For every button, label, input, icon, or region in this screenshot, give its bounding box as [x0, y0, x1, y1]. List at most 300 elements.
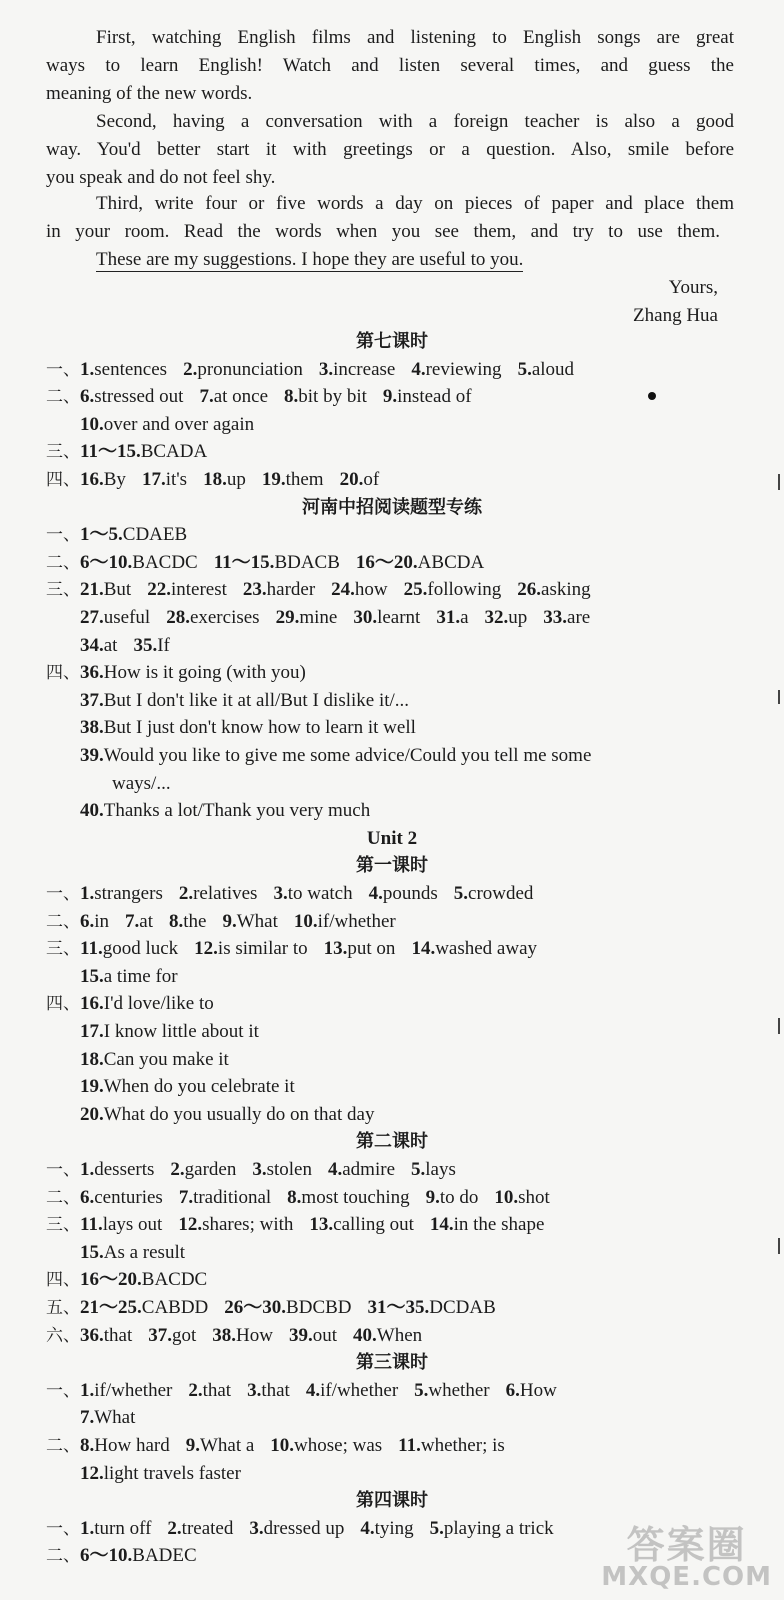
question-number: 10.	[293, 910, 318, 932]
answer-text: dressed up	[263, 1517, 345, 1539]
question-number: 28.	[166, 607, 190, 628]
answer-text: whether	[428, 1379, 490, 1401]
section-number: 四、	[46, 663, 80, 684]
answer-text: mine	[299, 607, 338, 628]
answer-text: light travels faster	[103, 1462, 241, 1484]
question-number: 2.	[178, 883, 194, 904]
question-number: 30.	[353, 607, 378, 628]
answer-item	[340, 469, 380, 490]
answer-item	[80, 883, 163, 904]
answer-text: if/whether	[320, 1379, 399, 1401]
answer-text: at once	[213, 386, 269, 408]
section-heading: 第三课时	[356, 1352, 428, 1374]
question-number: 9.	[425, 1186, 440, 1208]
answer-text: sentences	[94, 358, 168, 380]
question-number: 13.	[323, 938, 348, 960]
answer-text: whose; was	[294, 1435, 383, 1456]
answer-text: How hard	[94, 1435, 170, 1456]
answer-text: a time for	[103, 965, 178, 987]
answer-text: Would you like to give me some advice/Could you tell me some	[103, 745, 592, 766]
question-number: 36.	[80, 662, 104, 684]
question-number: 7.	[80, 1407, 95, 1429]
answer-item	[125, 911, 153, 932]
section-number: 一、	[46, 1160, 80, 1180]
question-number: 26.	[517, 579, 542, 601]
answer-item	[506, 1380, 557, 1401]
answer-text: But	[103, 579, 132, 601]
answer-row	[80, 1406, 151, 1430]
answer-item	[80, 1076, 295, 1097]
answer-text: What do you usually do on that day	[103, 1103, 375, 1125]
question-number: 38.	[212, 1324, 237, 1346]
answer-row	[46, 1213, 560, 1237]
answer-text: How	[519, 1379, 557, 1401]
answer-item	[247, 1380, 290, 1401]
question-number: 9.	[382, 386, 398, 408]
answer-text: in	[94, 910, 110, 932]
unit-heading: Unit 2	[366, 827, 418, 849]
answer-item	[324, 938, 396, 959]
question-number: 5.	[429, 1517, 444, 1539]
question-number: 1.	[80, 358, 95, 380]
answer-item	[404, 579, 502, 600]
question-number: 17.	[80, 1021, 104, 1042]
question-number: 7.	[178, 1186, 194, 1208]
question-number: 9.	[185, 1435, 200, 1456]
question-number: 11～15.	[80, 441, 141, 463]
question-number: 13.	[309, 1214, 334, 1236]
question-number: 3.	[249, 1517, 264, 1539]
answer-item	[287, 1187, 409, 1208]
answer-text: BACDC	[132, 551, 198, 573]
answer-item	[169, 911, 206, 932]
answer-text: to do	[439, 1186, 479, 1208]
answer-text: pounds	[382, 883, 438, 904]
answer-text: that	[261, 1379, 290, 1401]
answer-item	[485, 607, 528, 628]
answer-text: By	[103, 469, 126, 490]
answer-item	[356, 552, 484, 573]
answer-text: at	[139, 910, 153, 932]
section-number: 三、	[46, 580, 80, 601]
answer-item	[80, 386, 183, 407]
question-number: 14.	[429, 1214, 454, 1236]
question-number: 1.	[80, 1379, 95, 1401]
answer-text: How is it going (with you)	[103, 662, 306, 684]
letter-line: Third, write four or five words a day on pieces of paper and place them	[96, 193, 734, 214]
question-number: 15.	[80, 965, 104, 987]
answer-text: BACDC	[141, 1269, 208, 1291]
letter-line: way. You'd better start it with greetings or a question. Also, smile before	[46, 139, 734, 160]
section-number: 四、	[46, 994, 80, 1015]
answer-text: at	[103, 634, 118, 656]
answer-text: CABDD	[141, 1297, 209, 1318]
answer-text: pronunciation	[197, 358, 303, 380]
answer-item	[170, 1159, 236, 1180]
question-number: 4.	[360, 1517, 375, 1539]
question-number: 3.	[252, 1159, 267, 1180]
answer-item	[194, 938, 307, 959]
answer-text: desserts	[94, 1159, 155, 1180]
question-number: 1～5.	[80, 524, 123, 546]
answer-item	[224, 1297, 351, 1318]
answer-text: What	[94, 1407, 136, 1429]
ink-dot	[648, 392, 656, 400]
answer-item	[80, 911, 109, 932]
question-number: 29.	[275, 607, 300, 628]
answer-item	[186, 1435, 255, 1456]
answer-text: asking	[541, 579, 591, 601]
section-number: 一、	[46, 359, 80, 380]
answer-item	[80, 441, 207, 462]
question-number: 7.	[125, 910, 140, 932]
answer-text: centuries	[94, 1186, 163, 1208]
answer-item	[80, 1518, 151, 1539]
section-number: 三、	[46, 1215, 80, 1236]
answer-item	[430, 1518, 554, 1539]
answer-text: ABCDA	[417, 551, 485, 573]
answer-item	[80, 552, 198, 573]
question-number: 35.	[133, 634, 158, 656]
answer-item	[80, 1297, 208, 1318]
answer-item	[398, 1435, 505, 1456]
question-number: 2.	[183, 358, 198, 380]
question-number: 32.	[484, 607, 509, 628]
answer-text: is similar to	[217, 938, 308, 960]
answer-text: the	[183, 910, 207, 932]
answer-item	[517, 579, 590, 600]
question-number: 2.	[167, 1517, 182, 1539]
answer-item	[80, 1104, 374, 1125]
answer-row	[80, 1241, 201, 1265]
answer-text: tying	[374, 1517, 414, 1539]
question-number: 1.	[80, 1517, 95, 1539]
question-number: 19.	[80, 1076, 104, 1098]
letter-signature: Zhang Hua	[633, 305, 718, 326]
answer-item	[353, 1325, 422, 1346]
letter-line: First, watching English films and listening to English songs are great	[96, 27, 734, 48]
answer-row	[80, 799, 386, 823]
answer-item	[148, 1325, 196, 1346]
question-number: 16.	[80, 469, 104, 490]
answer-item	[289, 1325, 337, 1346]
answer-text: learnt	[377, 607, 421, 628]
question-number: 8.	[80, 1435, 95, 1456]
answer-row	[80, 965, 194, 989]
answer-item	[80, 579, 131, 600]
question-number: 39.	[80, 745, 104, 766]
answer-text: I know little about it	[103, 1021, 259, 1042]
answer-item	[294, 911, 396, 932]
answer-item	[133, 635, 169, 656]
answer-row	[46, 937, 553, 961]
answer-row	[80, 1020, 275, 1044]
answer-text: stressed out	[94, 386, 184, 408]
answer-text: But I don't like it at all/But I dislike it/...	[103, 689, 410, 711]
section-number: 一、	[46, 884, 80, 904]
answer-item	[319, 359, 395, 380]
section-heading: 第二课时	[356, 1131, 428, 1153]
question-number: 15.	[80, 1241, 104, 1263]
question-number: 3.	[273, 883, 288, 904]
answer-text: are	[567, 607, 591, 628]
answer-row	[80, 1075, 311, 1099]
question-number: 37.	[80, 689, 104, 711]
answer-item	[80, 690, 409, 711]
question-number: 27.	[80, 607, 104, 628]
answer-text: following	[427, 579, 502, 601]
answer-item	[214, 552, 340, 573]
answer-item	[222, 911, 277, 932]
answer-item	[411, 1159, 456, 1180]
question-number: 40.	[80, 800, 104, 822]
answer-text: exercises	[189, 607, 260, 628]
answer-item	[80, 1463, 241, 1484]
answer-item	[178, 1214, 293, 1235]
section-number: 二、	[46, 1187, 80, 1208]
answer-row	[46, 1158, 472, 1182]
answer-item	[80, 414, 254, 435]
question-number: 18.	[203, 469, 227, 490]
answer-item	[80, 1545, 197, 1566]
answer-item	[80, 745, 591, 766]
question-number: 16～20.	[80, 1269, 142, 1291]
answer-item	[273, 883, 352, 904]
question-number: 4.	[305, 1379, 321, 1401]
answer-item	[80, 966, 178, 987]
question-number: 20.	[80, 1103, 104, 1125]
question-number: 2.	[188, 1379, 203, 1401]
answer-text: washed away	[435, 938, 538, 960]
answer-item	[199, 386, 268, 407]
answer-text: treated	[181, 1517, 234, 1539]
answer-item	[80, 1187, 163, 1208]
answer-row	[46, 910, 412, 934]
question-number: 9.	[222, 910, 237, 932]
answer-text: ways/...	[112, 772, 171, 794]
answer-item	[212, 1325, 273, 1346]
answer-item	[249, 1518, 344, 1539]
answer-row	[80, 1462, 257, 1486]
answer-item	[543, 607, 590, 628]
answer-row	[46, 992, 230, 1016]
question-number: 33.	[543, 607, 568, 628]
answer-row	[46, 551, 500, 575]
edge-mark	[778, 690, 780, 704]
section-number: 三、	[46, 442, 80, 463]
answer-item	[353, 607, 420, 628]
answer-item	[80, 938, 178, 959]
answer-row	[46, 1186, 566, 1210]
section-number: 二、	[46, 1546, 80, 1567]
answer-text: BCADA	[140, 441, 208, 463]
answer-text: crowded	[468, 883, 534, 904]
answer-item	[80, 1242, 185, 1263]
answer-row	[80, 744, 607, 768]
question-number: 26～30.	[224, 1297, 287, 1318]
answer-text: harder	[266, 579, 316, 601]
answer-text: I'd love/like to	[103, 993, 214, 1015]
answer-text: But I just don't know how to learn it well	[103, 717, 416, 739]
answer-item	[369, 883, 438, 904]
letter-line: Second, having a conversation with a foreign teacher is also a good	[96, 111, 734, 132]
answer-text: When do you celebrate it	[103, 1076, 295, 1098]
answer-item	[243, 579, 315, 600]
question-number: 4.	[328, 1159, 343, 1180]
answer-text: shares; with	[202, 1214, 294, 1236]
answer-item	[80, 469, 126, 490]
answer-item	[80, 635, 117, 656]
answer-text: playing a trick	[443, 1517, 554, 1539]
answer-text: BADEC	[132, 1545, 197, 1567]
question-number: 11.	[80, 938, 103, 960]
section-number: 二、	[46, 911, 80, 932]
answer-text: up	[226, 469, 246, 490]
answer-item	[80, 1269, 207, 1290]
answer-item	[328, 1159, 395, 1180]
question-number: 3.	[247, 1379, 262, 1401]
question-number: 6.	[80, 910, 95, 932]
answer-text: As a result	[103, 1241, 186, 1263]
answer-row	[80, 689, 425, 713]
answer-item	[188, 1380, 231, 1401]
question-number: 18.	[80, 1048, 104, 1070]
answer-text: shot	[518, 1186, 550, 1208]
question-number: 1.	[80, 883, 95, 904]
answer-row	[46, 1268, 223, 1292]
answer-item	[368, 1297, 496, 1318]
answer-text: that	[202, 1379, 232, 1401]
question-number: 20.	[339, 469, 364, 490]
answer-item	[306, 1380, 398, 1401]
answer-item	[309, 1214, 413, 1235]
answer-item	[518, 359, 574, 380]
answer-text: if/whether	[317, 910, 396, 932]
section-number: 一、	[46, 1380, 80, 1401]
answer-item	[80, 662, 306, 683]
answer-text: DCDAB	[429, 1297, 496, 1318]
answer-text: lays out	[102, 1214, 163, 1236]
answer-item	[411, 938, 537, 959]
answer-item	[80, 717, 416, 738]
answer-text: it's	[165, 469, 188, 490]
answer-row	[46, 358, 590, 382]
question-number: 34.	[80, 634, 104, 656]
answer-item	[411, 359, 501, 380]
answer-text: up	[508, 607, 528, 628]
section-number: 三、	[46, 939, 80, 960]
answer-item	[80, 1159, 154, 1180]
answer-text: If	[157, 634, 170, 656]
answer-item	[80, 1021, 259, 1042]
answer-text: How	[236, 1324, 273, 1346]
answer-text: Can you make it	[103, 1048, 229, 1070]
answer-item	[147, 579, 227, 600]
answer-item	[494, 1187, 549, 1208]
answer-text: bit by bit	[298, 386, 367, 408]
answer-text: BDACB	[274, 551, 340, 573]
answer-text: useful	[103, 607, 151, 628]
answer-row	[80, 606, 606, 630]
answer-item	[331, 579, 387, 600]
answer-item	[167, 1518, 233, 1539]
question-number: 8.	[284, 386, 299, 408]
question-number: 10.	[494, 1186, 519, 1208]
edge-mark	[778, 1018, 780, 1034]
question-number: 8.	[169, 910, 184, 932]
question-number: 39.	[288, 1324, 313, 1346]
answer-row	[46, 882, 549, 906]
section-number: 一、	[46, 525, 80, 546]
question-number: 11～15.	[213, 551, 275, 573]
question-number: 31.	[436, 607, 461, 628]
section-number: 一、	[46, 1518, 80, 1539]
question-number: 5.	[517, 358, 532, 380]
answer-text: how	[354, 579, 388, 601]
answer-text: in the shape	[453, 1214, 545, 1236]
section-heading: 第七课时	[356, 331, 428, 352]
question-number: 5.	[414, 1379, 429, 1401]
section-number: 六、	[46, 1325, 80, 1346]
answer-item	[284, 386, 367, 407]
question-number: 3.	[318, 358, 334, 380]
section-number: 二、	[46, 552, 80, 573]
answer-item	[80, 993, 214, 1014]
question-number: 4.	[368, 883, 383, 904]
letter-closing: Yours,	[668, 277, 718, 298]
answer-text: strangers	[94, 883, 163, 904]
answer-row	[80, 716, 432, 740]
answer-text: stolen	[266, 1159, 312, 1180]
question-number: 14.	[411, 938, 436, 960]
answer-text: out	[312, 1324, 338, 1346]
answer-text: reviewing	[425, 358, 502, 380]
question-number: 10.	[80, 413, 104, 435]
question-number: 31～35.	[367, 1297, 430, 1318]
answer-item	[430, 1214, 545, 1235]
section-number: 四、	[46, 1270, 80, 1291]
answer-text: turn off	[94, 1517, 152, 1539]
answer-text: most touching	[301, 1186, 410, 1208]
section-number: 二、	[46, 1436, 80, 1456]
answer-text: that	[103, 1324, 133, 1346]
question-number: 21～25.	[80, 1297, 142, 1318]
question-number: 36.	[80, 1324, 104, 1346]
answer-row	[46, 1324, 438, 1348]
question-number: 12.	[194, 938, 218, 960]
letter-line: in your room. Read the words when you see them, and try to use them.	[46, 221, 720, 242]
letter-line: you speak and do not feel shy.	[46, 167, 276, 188]
question-number: 17.	[141, 469, 166, 490]
answer-text: if/whether	[94, 1379, 173, 1401]
answer-text: garden	[184, 1159, 237, 1180]
letter-line: meaning of the new words.	[46, 83, 253, 104]
answer-text: traditional	[193, 1186, 272, 1208]
answer-text: good luck	[102, 938, 179, 960]
answer-text: instead of	[397, 386, 472, 408]
answer-text: Thanks a lot/Thank you very much	[103, 800, 371, 822]
answer-item	[276, 607, 338, 628]
question-number: 11.	[398, 1435, 421, 1456]
answer-item	[179, 1187, 271, 1208]
answer-item	[80, 1214, 162, 1235]
answer-row	[46, 1434, 521, 1458]
answer-text: calling out	[333, 1214, 414, 1236]
answer-row	[46, 468, 395, 492]
question-number: 12.	[178, 1214, 203, 1236]
answer-item	[454, 883, 534, 904]
question-number: 6.	[505, 1379, 520, 1401]
